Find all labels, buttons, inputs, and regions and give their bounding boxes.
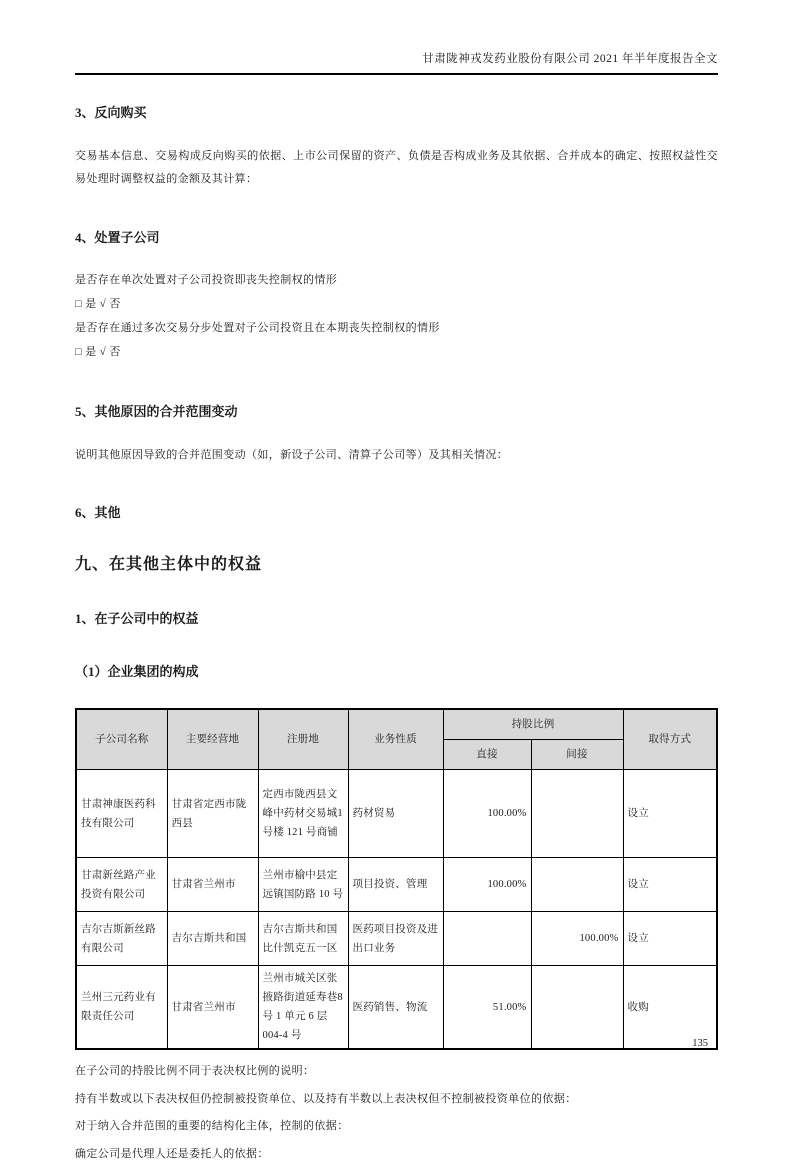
section-4-question-1: 是否存在单次处置对子公司投资即丧失控制权的情形 bbox=[75, 268, 718, 292]
col-header-shareholding-ratio: 持股比例 bbox=[443, 709, 623, 740]
cell-subsidiary-name: 甘肃新丝路产业投资有限公司 bbox=[76, 858, 167, 912]
cell-registered-place: 吉尔吉斯共和国比什凯克五一区 bbox=[258, 912, 348, 966]
section-9-1-1-heading: （1）企业集团的构成 bbox=[75, 661, 718, 680]
cell-business-nature: 项目投资、管理 bbox=[348, 858, 443, 912]
col-header-registered-place: 注册地 bbox=[258, 709, 348, 770]
table-header-row-1 bbox=[76, 709, 717, 740]
cell-direct-ratio: 51.00% bbox=[443, 966, 531, 1050]
cell-indirect-ratio: 100.00% bbox=[531, 912, 623, 966]
cell-registered-place: 定西市陇西县文峰中药材交易城1 号楼 121 号商铺 bbox=[258, 770, 348, 858]
cell-indirect-ratio bbox=[531, 858, 623, 912]
cell-subsidiary-name: 甘肃神康医药科技有限公司 bbox=[76, 770, 167, 858]
col-header-operating-place: 主要经营地 bbox=[167, 709, 258, 770]
cell-registered-place: 兰州市城关区张掖路街道延寿巷8 号 1 单元 6 层004-4 号 bbox=[258, 966, 348, 1050]
section-4-question-2: 是否存在通过多次交易分步处置对子公司投资且在本期丧失控制权的情形 bbox=[75, 316, 718, 340]
col-header-subsidiary-name: 子公司名称 bbox=[76, 709, 167, 770]
cell-operating-place: 甘肃省兰州市 bbox=[167, 966, 258, 1050]
cell-direct-ratio: 100.00% bbox=[443, 858, 531, 912]
cell-acquisition-method: 设立 bbox=[623, 858, 717, 912]
col-header-acquisition-method: 取得方式 bbox=[623, 709, 717, 770]
section-4-answer-2: □ 是 √ 否 bbox=[75, 340, 718, 364]
section-6-heading: 6、其他 bbox=[75, 502, 718, 521]
section-5-heading: 5、其他原因的合并范围变动 bbox=[75, 401, 718, 420]
cell-subsidiary-name: 吉尔吉斯新丝路有限公司 bbox=[76, 912, 167, 966]
note-agent-principal: 确定公司是代理人还是委托人的依据： bbox=[75, 1141, 718, 1168]
section-5-paragraph: 说明其他原因导致的合并范围变动（如，新设子公司、清算子公司等）及其相关情况： bbox=[75, 444, 718, 467]
cell-acquisition-method: 设立 bbox=[623, 912, 717, 966]
col-header-business-nature: 业务性质 bbox=[348, 709, 443, 770]
col-header-indirect: 间接 bbox=[531, 740, 623, 770]
cell-operating-place: 甘肃省兰州市 bbox=[167, 858, 258, 912]
cell-business-nature: 药材贸易 bbox=[348, 770, 443, 858]
running-header: 甘肃陇神戎发药业股份有限公司 2021 年半年度报告全文 bbox=[75, 50, 718, 75]
note-control-basis: 持有半数或以下表决权但仍控制被投资单位、以及持有半数以上表决权但不控制被投资单位的依据： bbox=[75, 1086, 718, 1114]
cell-subsidiary-name: 兰州三元药业有限责任公司 bbox=[76, 966, 167, 1050]
section-4-answer-1: □ 是 √ 否 bbox=[75, 292, 718, 316]
section-3-heading: 3、反向购买 bbox=[75, 102, 718, 121]
cell-direct-ratio: 100.00% bbox=[443, 770, 531, 858]
table-notes bbox=[75, 1058, 718, 1168]
chapter-9-heading: 九、在其他主体中的权益 bbox=[75, 551, 718, 574]
page-number: 135 bbox=[692, 1038, 708, 1049]
table-row bbox=[76, 966, 717, 1050]
col-header-direct: 直接 bbox=[443, 740, 531, 770]
cell-indirect-ratio bbox=[531, 966, 623, 1050]
cell-indirect-ratio bbox=[531, 770, 623, 858]
cell-business-nature: 医药销售、物流 bbox=[348, 966, 443, 1050]
cell-acquisition-method: 设立 bbox=[623, 770, 717, 858]
cell-operating-place: 甘肃省定西市陇西县 bbox=[167, 770, 258, 858]
section-4-heading: 4、处置子公司 bbox=[75, 227, 718, 246]
cell-business-nature: 医药项目投资及进出口业务 bbox=[348, 912, 443, 966]
subsidiaries-table bbox=[75, 708, 718, 1050]
section-9-1-heading: 1、在子公司中的权益 bbox=[75, 608, 718, 627]
section-3-paragraph: 交易基本信息、交易构成反向购买的依据、上市公司保留的资产、负债是否构成业务及其依据、合并成本的确定、按照权益性交易处理时调整权益的金额及其计算： bbox=[75, 145, 718, 191]
table-row bbox=[76, 770, 717, 858]
cell-acquisition-method: 收购 bbox=[623, 966, 717, 1050]
note-voting-ratio: 在子公司的持股比例不同于表决权比例的说明： bbox=[75, 1058, 718, 1086]
cell-registered-place: 兰州市榆中县定远镇国防路 10 号 bbox=[258, 858, 348, 912]
note-structured-entity: 对于纳入合并范围的重要的结构化主体，控制的依据： bbox=[75, 1113, 718, 1141]
table-row bbox=[76, 912, 717, 966]
table-row bbox=[76, 858, 717, 912]
cell-operating-place: 吉尔吉斯共和国 bbox=[167, 912, 258, 966]
cell-direct-ratio bbox=[443, 912, 531, 966]
